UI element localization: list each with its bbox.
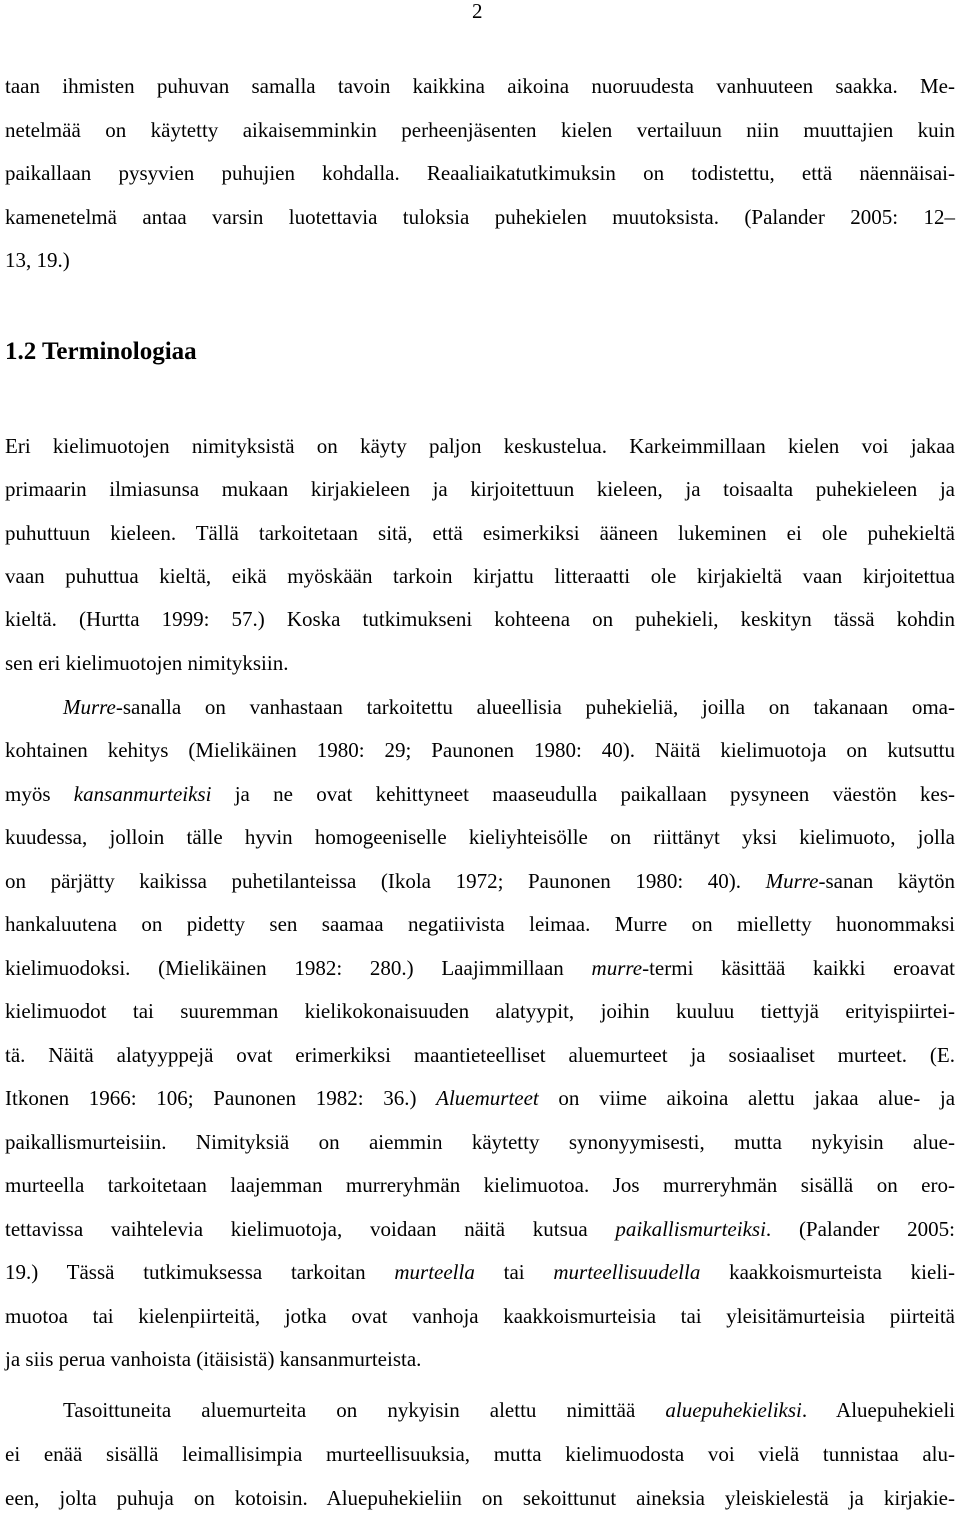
text-line (5, 1216, 955, 1242)
italic-term: murre (591, 956, 643, 980)
text-line: murteella tarkoitetaan laajemman murreryhmän kielimuotoa. Jos murreryhmän sisällä on ero- (5, 1173, 955, 1197)
text-line: kieltä. (Hurtta 1999: 57.) Koska tutkimukseni kohteena on puhekieli, keskityn tässä kohdin (5, 607, 955, 631)
text-line: vaan puhuttua kieltä, eikä myöskään tarkoin kirjattu litteraatti ole kirjakieltä vaan kirjoitettua (5, 564, 955, 588)
text-line (63, 694, 955, 720)
text-run: tettavissa vaihtelevia kielimuotoja, voidaan näitä kutsua (5, 1217, 616, 1241)
text-run: on viime aikoina alettu jakaa alue- ja (538, 1086, 956, 1110)
text-run: . (Palander 2005: (765, 1217, 956, 1241)
text-line: een, jolta puhuja on kotoisin. Aluepuhekieliin on sekoittunut aineksia yleiskielestä ja kirjakie- (5, 1486, 955, 1510)
text-line: netelmää on käytetty aikaisemminkin perheenjäsenten kielen vertailuun niin muuttajien kuin (5, 118, 955, 142)
text-run: Itkonen 1966: 106; Paunonen 1982: 36.) (5, 1086, 437, 1110)
text-run: myös (5, 782, 74, 806)
text-line (5, 868, 955, 894)
text-line: kuudessa, jolloin tälle hyvin homogeeniselle kieliyhteisölle on riittänyt yksi kielimuoto, jolla (5, 825, 955, 849)
text-run: -sanan käytön (818, 869, 955, 893)
text-line: 13, 19.) (5, 248, 70, 272)
italic-term: murteella (394, 1260, 475, 1284)
text-line (5, 1259, 955, 1285)
text-line: hankaluutena on pidetty sen saamaa negatiivista leimaa. Murre on mielletty huonommaksi (5, 912, 955, 936)
text-line: kohtainen kehitys (Mielikäinen 1980: 29; Paunonen 1980: 40). Näitä kielimuotoja on kutsuttu (5, 738, 955, 762)
italic-term: Murre (765, 869, 819, 893)
text-line: paikallismurteisiin. Nimityksiä on aiemmin käytetty synonyymisesti, mutta nykyisin alue- (5, 1130, 955, 1154)
text-line: sen eri kielimuotojen nimityksiin. (5, 651, 289, 675)
text-line (5, 1085, 955, 1111)
text-run: 19.) Tässä tutkimuksessa tarkoitan (5, 1260, 395, 1284)
italic-term: paikallismurteiksi (615, 1217, 766, 1241)
text-line: puhuttuun kieleen. Tällä tarkoitetaan sitä, että esimerkiksi ääneen lukeminen ei ole puhekieltä (5, 521, 955, 545)
italic-term: kansanmurteiksi (73, 782, 212, 806)
text-line: Eri kielimuotojen nimityksistä on käyty paljon keskustelua. Karkeimmillaan kielen voi jakaa (5, 434, 955, 458)
text-line (63, 1397, 955, 1423)
text-line: primaarin ilmiasunsa mukaan kirjakieleen ja kirjoitettuun kieleen, ja toisaalta puhekieleen ja (5, 477, 955, 501)
italic-term: Aluemurteet (436, 1086, 539, 1110)
page-number: 2 (472, 0, 483, 23)
text-run: Tasoittuneita aluemurteita on nykyisin alettu nimittää (63, 1398, 666, 1422)
text-line (5, 781, 955, 807)
text-line: ei enää sisällä leimallisimpia murteellisuuksia, mutta kielimuodosta voi vielä tunnistaa alu- (5, 1442, 955, 1466)
text-line: tä. Näitä alatyyppejä ovat erimerkiksi maantieteelliset aluemurteet ja sosiaaliset murteet. (E. (5, 1043, 955, 1067)
text-line: paikallaan pysyvien puhujien kohdalla. Reaaliaikatutkimuksin on todistettu, että näennäisai- (5, 161, 955, 185)
text-line: kielimuodot tai suuremman kielikokonaisuuden alatyypit, joihin kuuluu tiettyjä erityispiirtei- (5, 999, 955, 1023)
text-line (5, 955, 955, 981)
italic-term: aluepuhekieliksi (665, 1398, 802, 1422)
text-run: tai (474, 1260, 554, 1284)
text-run: on pärjätty kaikissa puhetilanteissa (Ikola 1972; Paunonen 1980: 40). (5, 869, 766, 893)
text-run: kaakkoismurteista kieli- (700, 1260, 955, 1284)
italic-term: Murre (63, 695, 116, 719)
text-run: -sanalla on vanhastaan tarkoitettu alueellisia puhekieliä, joilla on takanaan oma- (115, 695, 955, 719)
italic-term: murteellisuudella (553, 1260, 701, 1284)
text-line: muotoa tai kielenpiirteitä, jotka ovat vanhoja kaakkoismurteisia tai yleisitämurteisia piirteitä (5, 1304, 955, 1328)
text-run: ja ne ovat kehittyneet maaseudulla paikallaan pysyneen väestön kes- (211, 782, 955, 806)
text-run: kielimuodoksi. (Mielikäinen 1982: 280.) Laajimmillaan (5, 956, 592, 980)
text-run: . Aluepuhekieli (801, 1398, 955, 1422)
text-line: ja siis perua vanhoista (itäisistä) kansanmurteista. (5, 1347, 422, 1371)
text-run: -termi käsittää kaikki eroavat (642, 956, 955, 980)
text-line: kamenetelmä antaa varsin luotettavia tuloksia puhekielen muutoksista. (Palander 2005: 12– (5, 205, 955, 229)
section-heading: 1.2 Terminologiaa (5, 338, 197, 365)
text-line: taan ihmisten puhuvan samalla tavoin kaikkina aikoina nuoruudesta vanhuuteen saakka. Me- (5, 74, 955, 98)
